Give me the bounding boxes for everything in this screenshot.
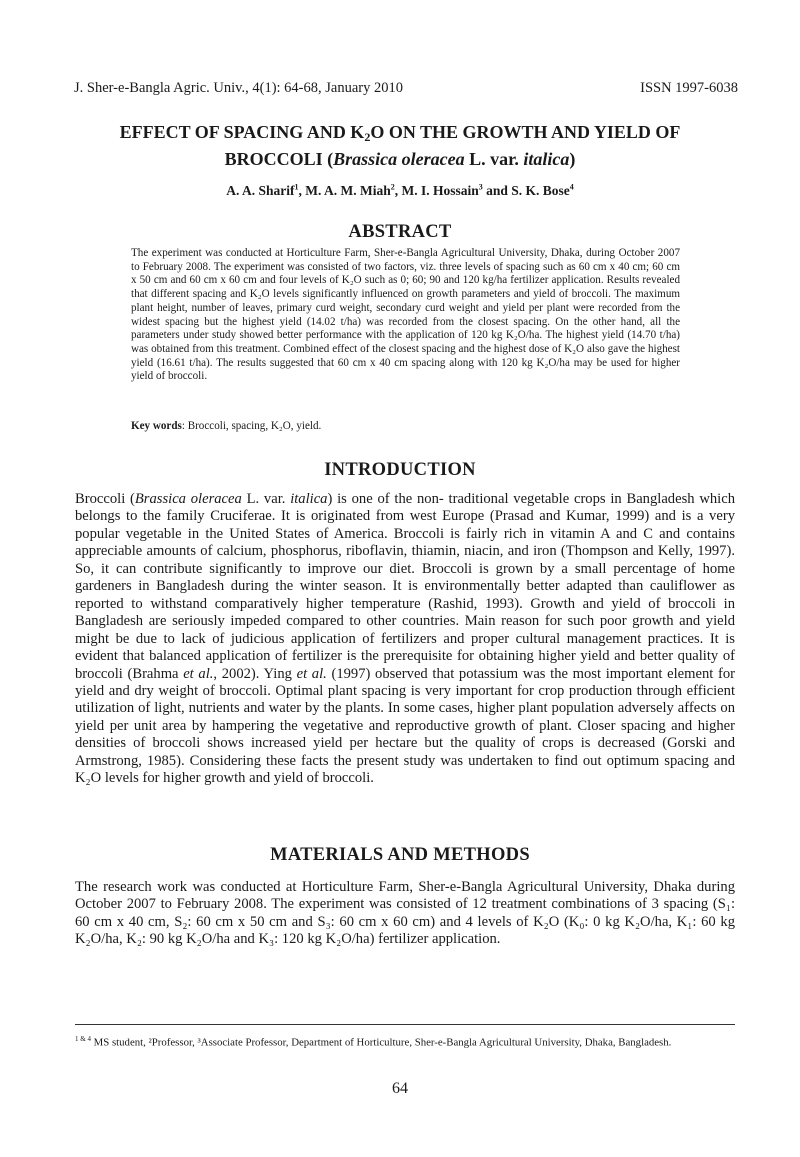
footnote-divider bbox=[75, 1024, 735, 1025]
footnote: $^{1 \& 4}$ MS student, ²Professor, ³Associate Professor, Department of Horticulture, Sher-e-Bangla Agricultural University, Dhaka, Bangladesh. bbox=[75, 1035, 672, 1049]
methods-text: The research work was conducted at Horticulture Farm, Sher-e-Bangla Agricultural University, Dhaka during October 2007 to February 2008. The experiment was consisted of 12 treatment combinations of 3 spacing (S₁: 60 cm x 40 cm, S₂: 60 cm x 50 cm and S₃: 60 cm x 60 cm) and 4 levels of K₂O (K₀: 0 kg K₂O/ha, K₁: 60 kg K₂O/ha, K₂: 90 kg K₂O/ha and K₃: 120 kg K₂O/ha) fertilizer application. bbox=[75, 879, 735, 948]
paper-title: EFFECT OF SPACING AND $K_2O$ ON THE GROWTH AND YIELD OF BROCCOLI (Brassica oleracea L. var. italica) bbox=[119, 122, 681, 169]
author: A. A. Sharif$^1$, bbox=[226, 182, 306, 198]
methods-heading: MATERIALS AND METHODS bbox=[270, 845, 530, 865]
keywords: Key words: Broccoli, spacing, K₂O, yield. bbox=[131, 420, 322, 432]
author-list bbox=[60, 182, 740, 199]
author: M. A. M. Miah$^2$, bbox=[305, 182, 402, 198]
abstract-heading: ABSTRACT bbox=[348, 222, 452, 242]
author: S. K. Bose$^4$ bbox=[511, 182, 574, 198]
introduction-heading: INTRODUCTION bbox=[324, 460, 476, 480]
abstract-text: The experiment was conducted at Horticulture Farm, Sher-e-Bangla Agricultural University, Dhaka, during October 2007 to February 2008. The experiment was consisted of two factors, viz. three levels of spacing such as 60 cm x 40 cm; 60 cm x 50 cm and 60 cm x 60 cm and four levels of K₂O such as 0; 60; 90 and 120 kg/ha fertilizer application. Results revealed that different spacing and K₂O levels significantly influenced on growth parameters and yield of broccoli. The maximum plant height, number of leaves, primary curd weight, secondary curd weight and yield per plant were recorded from the widest spacing but the highest yield (14.02 t/ha) was recorded from the closest spacing. On the other hand, all the parameters under study showed better performance with the application of 120 kg K₂O/ha. The highest yield (14.70 t/ha) was obtained from this treatment. Combined effect of the closest spacing and the highest dose of K₂O also gave the highest yield (16.61 t/ha). The results suggested that 60 cm x 40 cm spacing along with 120 kg K₂O/ha may be used for higher yield of broccoli. bbox=[131, 247, 680, 383]
author: M. I. Hossain$^3$ and bbox=[401, 182, 512, 198]
introduction-text: Broccoli (Brassica oleracea L. var. italica) is one of the non- traditional vegetable crops in Bangladesh which belongs to the family Cruciferae. It is originated from west Europe (Prasad and Kumar, 1999) and is a very popular vegetable in the United States of America. Broccoli is fairly rich in vitamin A and C and contains appreciable amounts of calcium, phosphorus, riboflavin, thiamin, niacin, and iron (Thompson and Kelly, 1997). So, it can contribute significantly to improve our diet. Broccoli is grown by a small percentage of home gardeners in Bangladesh during the winter season. It is environmentally better adapted than cauliflower as reported to withstand comparatively higher temperature (Rashid, 1993). Growth and yield of broccoli in Bangladesh are seriously impeded compared to other countries. Main reason for such poor growth and yield might be due to lack of judicious application of fertilizers and proper cultural management practices. It is evident that balanced application of fertilizer is the prerequisite for obtaining higher yield and better quality of broccoli (Brahma et al., 2002). Ying et al. (1997) observed that potassium was the most important element for yield and dry weight of broccoli. Optimal plant spacing is very important for crop production through efficient utilization of light, nutrients and water by the plants. In some cases, higher plant population adversely affects on yield per unit area by hampering the vegetative and reproductive growth of plant. Closer spacing and higher densities of broccoli shows increased yield per hectare but the quality of crops is decreased (Gorski and Armstrong, 1985). Considering these facts the present study was undertaken to find out optimum spacing and K₂O levels for higher growth and yield of broccoli. bbox=[75, 491, 735, 787]
running-head bbox=[74, 80, 738, 97]
journal-citation: J. Sher-e-Bangla Agric. Univ., 4(1): 64-68, January 2010 bbox=[74, 80, 403, 96]
issn: ISSN 1997-6038 bbox=[640, 80, 738, 96]
page-number: 64 bbox=[392, 1080, 408, 1097]
